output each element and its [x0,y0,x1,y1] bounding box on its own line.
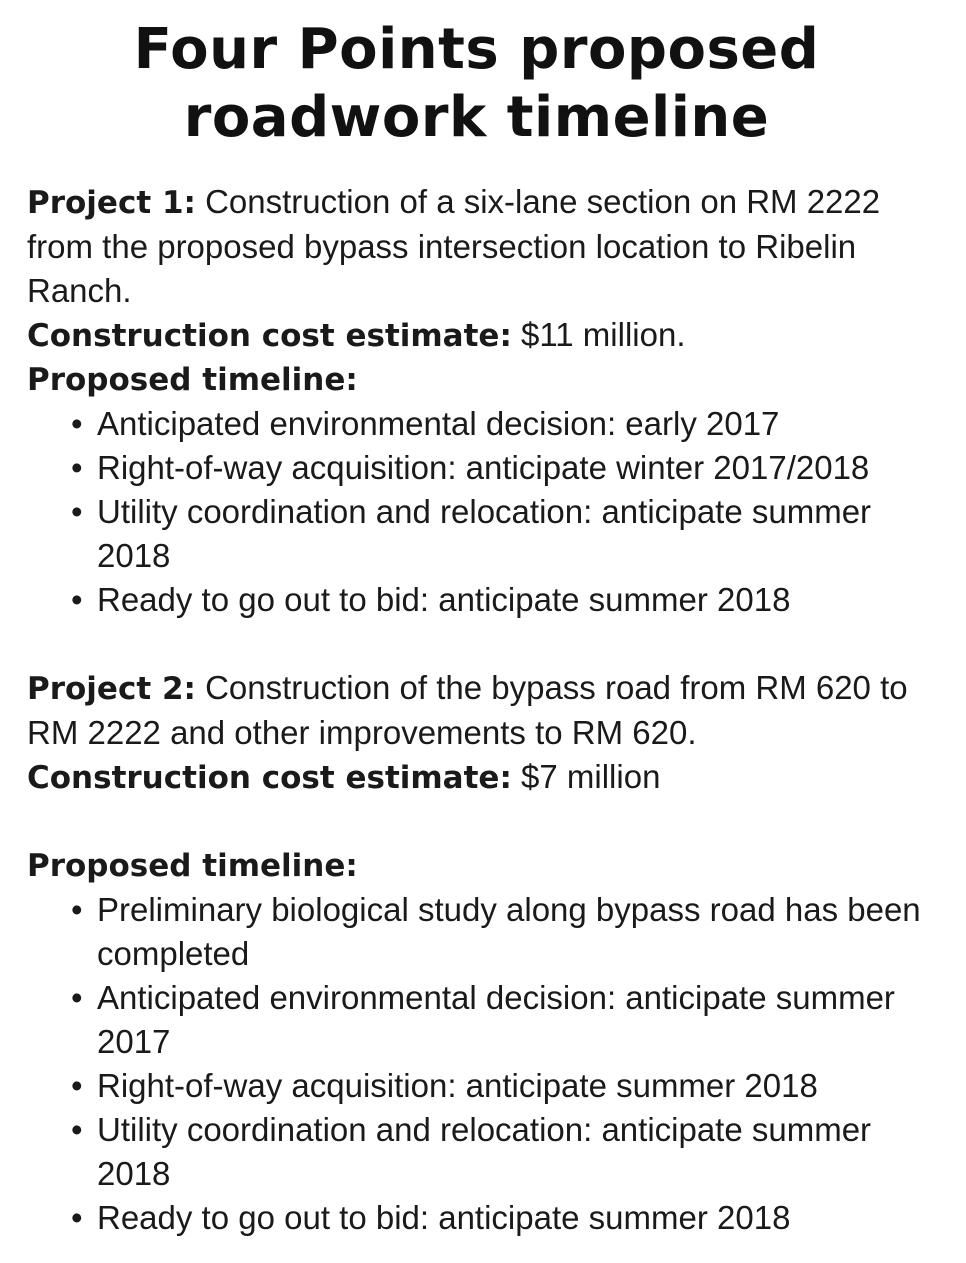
bullet-icon: • [71,405,83,442]
project-2-description: Construction of the bypass road from RM 620 to RM 2222 and other improvements to RM 620. [27,669,908,751]
timeline-item-text: Right-of-way acquisition: anticipate winter 2017/2018 [97,449,870,486]
timeline-item-text: Anticipated environmental decision: anticipate summer 2017 [97,979,895,1060]
timeline-item-text: Utility coordination and relocation: anticipate summer 2018 [97,493,872,574]
timeline-item [71,578,926,622]
project-2-cost-value: $7 million [521,758,661,795]
project-2-cost-label: Construction cost estimate: [27,760,512,796]
timeline-item [71,1108,926,1196]
timeline-item-text: Ready to go out to bid: anticipate summer 2018 [97,1199,791,1236]
project-1-timeline-heading: Proposed timeline: [27,362,358,398]
bullet-icon: • [71,979,83,1016]
project-1-cost-line [27,313,926,358]
project-2-cost-line [27,755,926,800]
timeline-item [71,1064,926,1108]
project-1-description-paragraph [27,180,926,313]
project-2-label: Project 2: [27,671,196,707]
timeline-item [71,402,926,446]
project-1-description: Construction of a six-lane section on RM 2222 from the proposed bypass intersection location to Ribelin Ranch. [27,183,881,309]
timeline-item-text: Anticipated environmental decision: early 2017 [97,405,780,442]
bullet-icon: • [71,581,83,618]
page-title [27,0,926,152]
timeline-item [71,976,926,1064]
timeline-item-text: Utility coordination and relocation: anticipate summer 2018 [97,1111,872,1192]
project-1-label: Project 1: [27,185,196,221]
timeline-item-text: Right-of-way acquisition: anticipate summer 2018 [97,1067,818,1104]
project-1-cost-value: $11 million. [521,316,686,353]
timeline-item [71,1196,926,1240]
timeline-item [71,446,926,490]
bullet-icon: • [71,449,83,486]
timeline-item [71,888,926,976]
project-2-timeline-list [27,888,926,1240]
project-1-cost-label: Construction cost estimate: [27,318,512,354]
timeline-item [71,490,926,578]
bullet-icon: • [71,891,83,928]
project-2-description-paragraph [27,666,926,755]
project-1-timeline-list [27,402,926,622]
project-2-timeline-heading: Proposed timeline: [27,848,358,884]
project-2-section [27,666,926,1240]
timeline-item-text: Preliminary biological study along bypass road has been completed [97,891,921,972]
bullet-icon: • [71,1199,83,1236]
bullet-icon: • [71,1111,83,1148]
project-1-section [27,180,926,622]
timeline-item-text: Ready to go out to bid: anticipate summer 2018 [97,581,791,618]
bullet-icon: • [71,493,83,530]
title-line-2: roadwork timeline [183,85,770,150]
title-line-1: Four Points proposed [133,17,820,82]
section-spacer [27,800,926,844]
bullet-icon: • [71,1067,83,1104]
